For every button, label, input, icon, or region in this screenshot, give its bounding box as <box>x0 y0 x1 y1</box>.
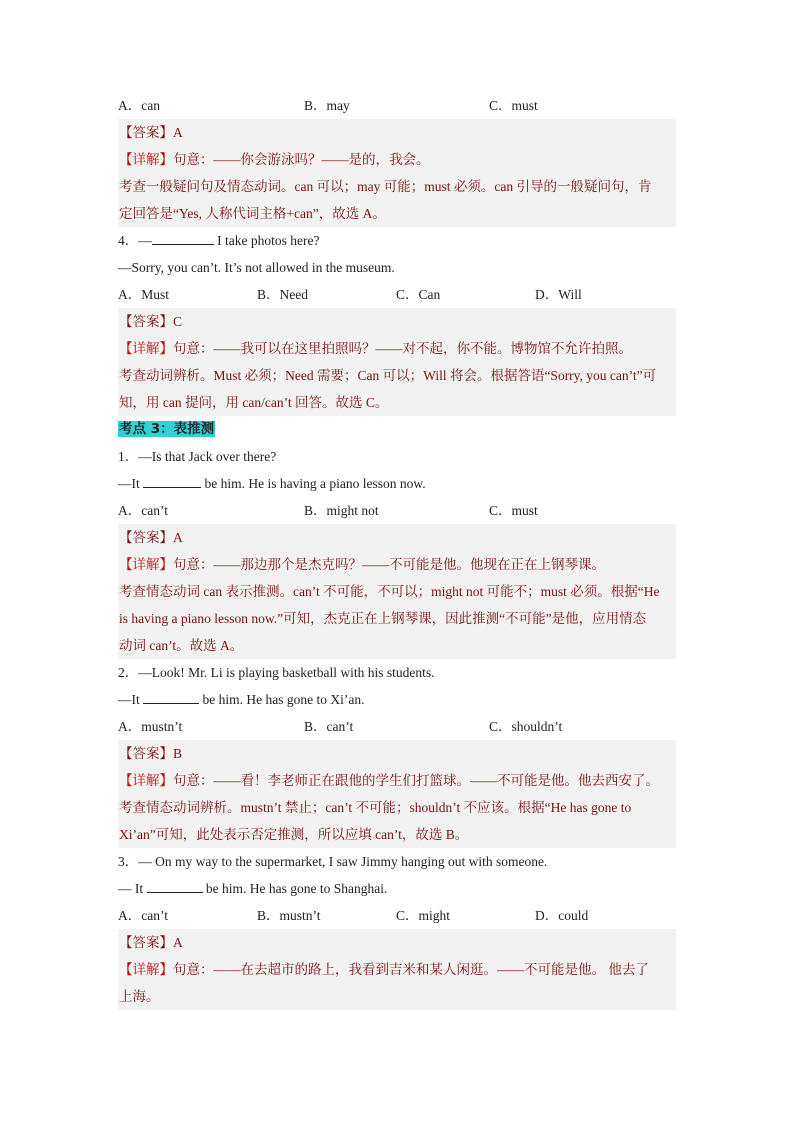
option-a[interactable]: A．can’t <box>118 908 168 923</box>
detail-text: 句意：——看！李老师正在跟他的学生们打篮球。——不可能是他。他去西安了。 <box>173 773 659 788</box>
detail-text: 句意：——在去超市的路上，我看到吉米和某人闲逛。——不可能是他。 他去了 <box>173 962 649 977</box>
detail-text: 考查一般疑问句及情态动词。can 可以；may 可能；must 必须。can 引导的一般疑问句，肯 <box>119 179 652 194</box>
detail-text: Xi’an”可知，此处表示否定推测，所以应填 can’t，故选 B。 <box>119 827 469 842</box>
option-b[interactable]: B．Need <box>257 287 308 302</box>
answer-label: 【答案】A <box>119 935 183 950</box>
options-row <box>118 497 676 524</box>
detail-text: 考查情态动词辨析。mustn’t 禁止；can’t 不可能；shouldn’t 不应该。根据“He has gone to <box>119 800 632 815</box>
detail-tag: 【详解】 <box>119 152 173 167</box>
answer-block <box>118 308 676 416</box>
option-a[interactable]: A．mustn’t <box>118 719 183 734</box>
question-stem: 1．—Is that Jack over there? <box>118 449 277 464</box>
answer-block <box>118 740 676 848</box>
option-a[interactable]: A．can <box>118 98 160 113</box>
answer-label: 【答案】A <box>119 530 183 545</box>
option-d[interactable]: D．Will <box>535 287 582 302</box>
options-row <box>118 902 676 929</box>
answer-blank[interactable] <box>143 691 199 704</box>
option-a[interactable]: A．can’t <box>118 503 168 518</box>
answer-block <box>118 524 676 659</box>
question-line: —Sorry, you can’t. It’s not allowed in the museum. <box>118 260 395 275</box>
option-c[interactable]: C．must <box>489 98 538 113</box>
detail-text: 句意：——你会游泳吗？——是的，我会。 <box>173 152 430 167</box>
option-b[interactable]: B．can’t <box>304 719 354 734</box>
option-c[interactable]: C．might <box>396 908 451 923</box>
option-b[interactable]: B．might not <box>304 503 379 518</box>
worksheet-page <box>118 92 676 1010</box>
question-line: —It be him. He has gone to Xi’an. <box>118 692 365 707</box>
options-row <box>118 92 676 119</box>
option-a[interactable]: A．Must <box>118 287 170 302</box>
question-stem: 4．— I take photos here? <box>118 233 320 248</box>
answer-label: 【答案】C <box>119 314 183 329</box>
answer-block <box>118 119 676 227</box>
detail-tag: 【详解】 <box>119 341 173 356</box>
answer-block <box>118 929 676 1010</box>
option-c[interactable]: C．shouldn’t <box>489 719 563 734</box>
option-b[interactable]: B．mustn’t <box>257 908 321 923</box>
answer-label: 【答案】B <box>119 746 183 761</box>
detail-text: 考查动词辨析。Must 必须；Need 需要；Can 可以；Will 将会。根据答语“Sorry, you can’t”可 <box>119 368 657 383</box>
options-row <box>118 281 676 308</box>
question-line: — It be him. He has gone to Shanghai. <box>118 881 388 896</box>
detail-text: 句意：——我可以在这里拍照吗？——对不起，你不能。博物馆不允许拍照。 <box>173 341 632 356</box>
section-heading: 考点 3：表推测 <box>119 421 215 437</box>
options-row <box>118 713 676 740</box>
answer-blank[interactable] <box>143 475 201 488</box>
option-d[interactable]: D．could <box>535 908 589 923</box>
question-stem: 2．—Look! Mr. Li is playing basketball with his students. <box>118 665 435 680</box>
detail-tag: 【详解】 <box>119 962 173 977</box>
option-c[interactable]: C．must <box>489 503 538 518</box>
detail-text: 知，用 can 提问，用 can/can’t 回答。故选 C。 <box>119 395 389 410</box>
detail-text: 句意：——那边那个是杰克吗？——不可能是他。他现在正在上钢琴课。 <box>173 557 605 572</box>
detail-text: is having a piano lesson now.”可知，杰克正在上钢琴课，因此推测“不可能”是他，应用情态 <box>119 611 647 626</box>
option-b[interactable]: B．may <box>304 98 350 113</box>
question-line: —It be him. He is having a piano lesson now. <box>118 476 426 491</box>
detail-text: 上海。 <box>119 989 160 1004</box>
detail-text: 动词 can’t。故选 A。 <box>119 638 244 653</box>
detail-text: 定回答是“Yes, 人称代词主格+can”，故选 A。 <box>119 206 386 221</box>
detail-text: 考查情态动词 can 表示推测。can’t 不可能，不可以；might not 可能不；must 必须。根据“He <box>119 584 660 599</box>
answer-blank[interactable] <box>152 232 214 245</box>
question-stem: 3．— On my way to the supermarket, I saw Jimmy hanging out with someone. <box>118 854 548 869</box>
option-c[interactable]: C．Can <box>396 287 441 302</box>
detail-tag: 【详解】 <box>119 773 173 788</box>
answer-label: 【答案】A <box>119 125 183 140</box>
answer-blank[interactable] <box>147 880 203 893</box>
detail-tag: 【详解】 <box>119 557 173 572</box>
